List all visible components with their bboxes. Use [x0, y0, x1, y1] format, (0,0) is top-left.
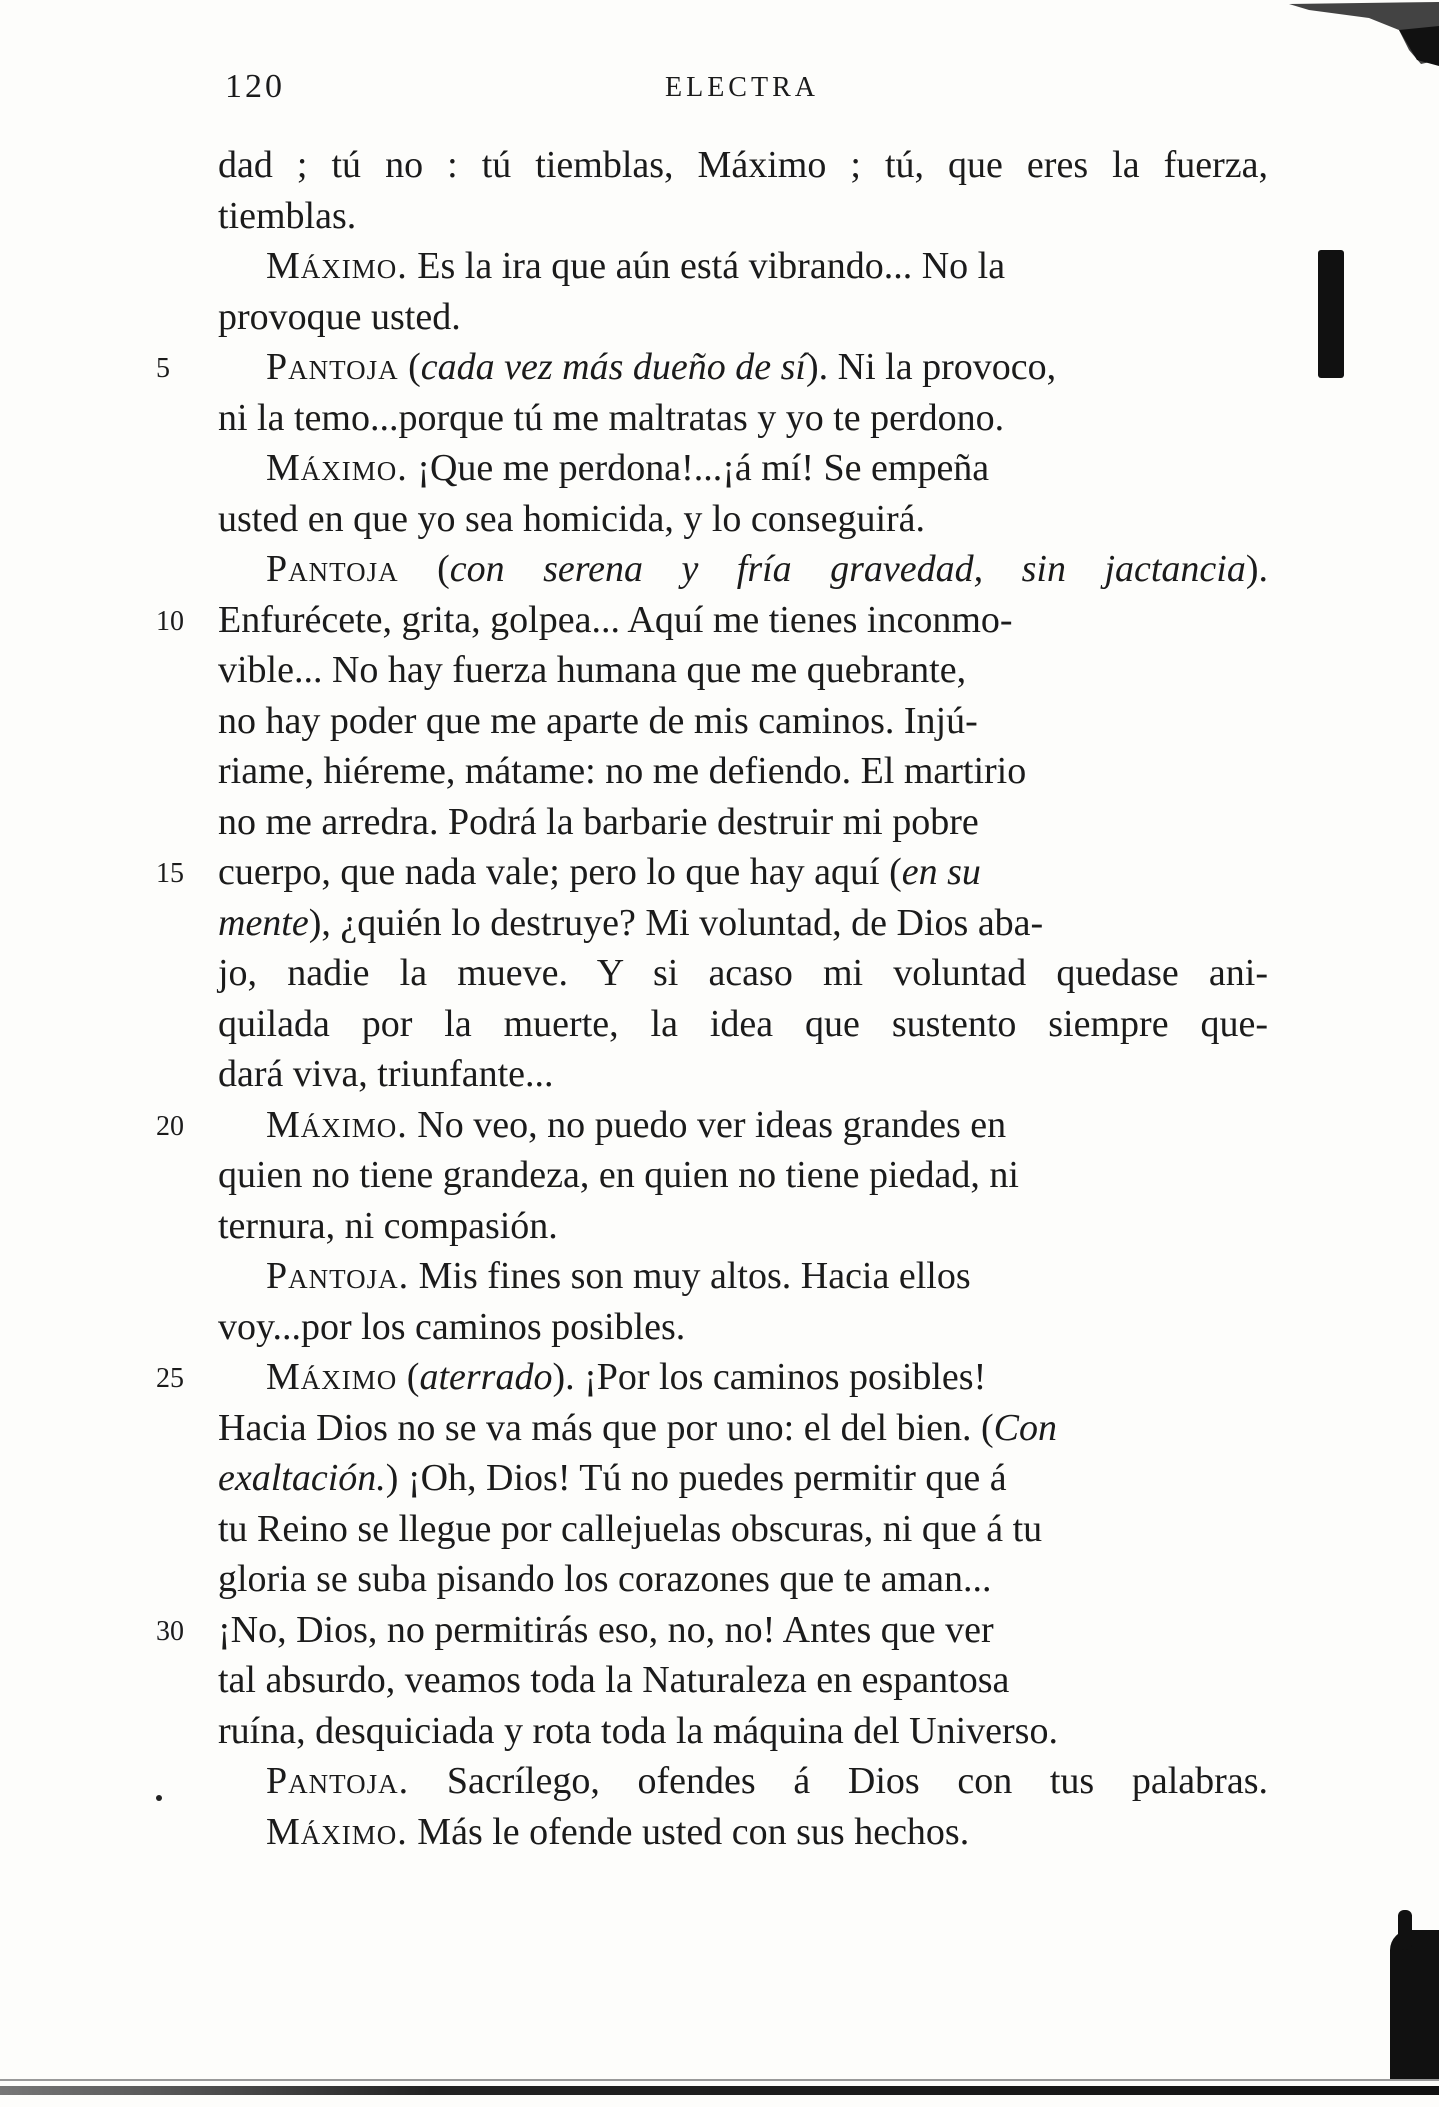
text-segment: quien no tiene grandeza, en quien no tiene piedad, ni — [218, 1154, 1019, 1196]
text-segment: ( — [398, 548, 450, 590]
text-segment: tal absurdo, veamos toda la Naturaleza en espantosa — [218, 1659, 1010, 1701]
speaker-name: Máximo. — [266, 245, 408, 287]
line-content — [218, 1609, 994, 1651]
text-line — [218, 1706, 1268, 1757]
text-segment: no hay poder que me aparte de mis caminos. Injú- — [218, 699, 978, 742]
text-segment: riame, hiéreme, mátame: no me defiendo. El martirio — [218, 750, 1027, 792]
text-line — [218, 140, 1268, 191]
line-number: 20 — [156, 1110, 184, 1142]
line-content — [218, 801, 979, 843]
speaker-name: Máximo. — [266, 1810, 408, 1853]
line-content — [218, 346, 1056, 388]
text-line — [218, 898, 1268, 949]
stage-direction: aterrado — [419, 1356, 553, 1398]
line-content — [218, 1154, 1019, 1196]
line-content — [218, 144, 1268, 186]
text-line — [218, 241, 1268, 292]
text-segment: quilada por la muerte, la idea que sustento siempre que- — [218, 1002, 1268, 1045]
line-content — [218, 1356, 986, 1398]
text-segment: ). Ni la provoco, — [806, 346, 1057, 388]
stage-direction: en su — [901, 851, 981, 893]
line-content — [218, 1558, 992, 1600]
text-line — [218, 544, 1268, 595]
text-line — [218, 1201, 1268, 1252]
line-content — [218, 1053, 554, 1095]
stage-direction: con serena y fría gravedad, sin jactancia — [449, 548, 1246, 590]
text-line — [218, 999, 1268, 1050]
text-segment: tu Reino se llegue por callejuelas obscuras, ni que á tu — [218, 1507, 1043, 1550]
scan-artifact-right-bar — [1318, 250, 1344, 378]
speaker-name: Pantoja. — [266, 1760, 410, 1802]
line-content — [218, 952, 1268, 994]
text-line — [156, 847, 1268, 898]
line-number: 25 — [156, 1363, 184, 1394]
text-line — [218, 948, 1268, 999]
scan-artifact-top-right — [1249, 0, 1439, 70]
text-line — [218, 1756, 1268, 1807]
line-number: 15 — [156, 858, 184, 889]
line-content — [218, 649, 966, 691]
text-segment: ¡Que me perdona!...¡á mí! Se empeña — [407, 447, 990, 489]
line-content — [218, 599, 1013, 641]
text-segment: dad ; tú no : tú tiemblas, Máximo ; tú, que eres la fuerza, — [218, 144, 1268, 186]
scan-artifact-bottom-right — [1390, 1930, 1439, 2080]
stage-direction: mente — [218, 901, 309, 944]
text-line — [156, 342, 1268, 393]
stage-direction: cada vez más dueño de sí — [420, 346, 806, 388]
speaker-name: Pantoja — [266, 346, 399, 388]
text-line — [218, 191, 1268, 242]
line-content — [218, 1760, 1268, 1802]
text-line — [156, 1352, 1268, 1403]
speaker-name: Máximo. — [266, 1103, 408, 1146]
line-content — [218, 1306, 685, 1348]
line-content — [218, 1255, 971, 1297]
line-content — [218, 750, 1026, 792]
line-content — [218, 296, 461, 338]
dialogue-text — [156, 140, 1268, 1857]
line-content — [218, 1811, 969, 1853]
page-number: 120 — [225, 68, 285, 105]
text-segment: ( — [398, 346, 421, 388]
text-line — [156, 595, 1268, 646]
text-line — [218, 645, 1268, 696]
line-content — [218, 1508, 1042, 1550]
text-segment: dará viva, triunfante... — [218, 1053, 554, 1095]
stage-direction: Con — [993, 1406, 1057, 1449]
text-segment: gloria se suba pisando los corazones que te aman... — [218, 1558, 992, 1600]
line-content — [218, 1407, 1057, 1449]
line-content — [218, 1457, 1007, 1499]
text-line — [218, 443, 1268, 494]
text-line — [218, 797, 1268, 848]
line-content — [218, 245, 1005, 287]
line-content — [218, 1659, 1009, 1701]
text-segment: ). — [1245, 548, 1268, 590]
text-line — [218, 494, 1268, 545]
text-segment: No veo, no puedo ver ideas grandes en — [407, 1103, 1007, 1146]
line-content — [218, 1003, 1268, 1045]
text-segment: Hacia Dios no se va más que por uno: el del bien. ( — [218, 1406, 994, 1449]
page-edge-bar — [0, 2086, 1439, 2095]
text-segment: voy...por los caminos posibles. — [218, 1305, 686, 1348]
line-content — [218, 1710, 1058, 1752]
text-segment: ¡No, Dios, no permitirás eso, no, no! Antes que ver — [218, 1608, 994, 1651]
text-segment: jo, nadie la mueve. Y si acaso mi voluntad quedase ani- — [218, 952, 1268, 994]
line-content — [218, 1104, 1006, 1146]
line-number: 30 — [156, 1615, 184, 1647]
text-line — [218, 1807, 1268, 1858]
text-segment: Mis fines son muy altos. Hacia ellos — [409, 1255, 971, 1297]
text-line — [218, 1655, 1268, 1706]
line-content — [218, 548, 1268, 590]
text-segment: tiemblas. — [218, 194, 357, 237]
page-edge-line — [0, 2079, 1439, 2081]
text-segment: ni la temo...porque tú me maltratas y yo te perdono. — [218, 396, 1005, 439]
line-content — [218, 195, 356, 237]
scan-artifact-bottom-right-tip — [1398, 1910, 1412, 1950]
text-line — [218, 393, 1268, 444]
text-line — [218, 1453, 1268, 1504]
line-content — [218, 498, 925, 540]
page-header — [0, 60, 1439, 120]
text-line — [218, 1554, 1268, 1605]
text-segment: Es la ira que aún está vibrando... No la — [407, 245, 1006, 287]
text-segment: ternura, ni compasión. — [218, 1204, 558, 1247]
text-segment: vible... No hay fuerza humana que me quebrante, — [218, 649, 967, 691]
text-segment: Más le ofende usted con sus hechos. — [407, 1810, 970, 1853]
running-title: ELECTRA — [665, 72, 819, 103]
text-line — [156, 1100, 1268, 1151]
speaker-name: Pantoja. — [266, 1255, 410, 1297]
speaker-name: Máximo — [266, 1356, 398, 1398]
speaker-name: Máximo. — [266, 447, 408, 489]
text-line — [218, 1302, 1268, 1353]
text-segment: no me arredra. Podrá la barbarie destruir mi pobre — [218, 800, 979, 843]
text-segment: ( — [397, 1356, 420, 1398]
text-line — [218, 1504, 1268, 1555]
line-content — [218, 1205, 558, 1247]
text-line — [218, 1403, 1268, 1454]
margin-dot — [156, 1795, 162, 1801]
text-line — [218, 1251, 1268, 1302]
line-content — [218, 851, 981, 893]
text-line — [156, 1605, 1268, 1656]
text-segment: ) ¡Oh, Dios! Tú no puedes permitir que á — [385, 1457, 1007, 1499]
line-content — [218, 700, 978, 742]
text-line — [218, 292, 1268, 343]
stage-direction: exaltación. — [218, 1457, 386, 1499]
text-line — [218, 696, 1268, 747]
text-segment: usted en que yo sea homicida, y lo conseguirá. — [218, 497, 926, 540]
text-line — [218, 1049, 1268, 1100]
line-number: 10 — [156, 605, 184, 637]
text-segment: ). ¡Por los caminos posibles! — [552, 1356, 987, 1398]
text-segment: ), ¿quién lo destruye? Mi voluntad, de Dios aba- — [308, 901, 1044, 944]
text-line — [218, 746, 1268, 797]
text-line — [218, 1150, 1268, 1201]
line-content — [218, 397, 1004, 439]
line-content — [218, 447, 989, 489]
line-content — [218, 902, 1043, 944]
line-number: 5 — [156, 353, 170, 384]
speaker-name: Pantoja — [266, 548, 399, 590]
text-segment: provoque usted. — [218, 295, 461, 338]
text-segment: ruína, desquiciada y rota toda la máquina del Universo. — [218, 1709, 1058, 1752]
text-segment: Enfurécete, grita, golpea... Aquí me tienes inconmo- — [218, 598, 1013, 641]
text-segment: cuerpo, que nada vale; pero lo que hay aquí ( — [218, 851, 902, 893]
text-segment: Sacrílego, ofendes á Dios con tus palabras. — [409, 1760, 1268, 1802]
